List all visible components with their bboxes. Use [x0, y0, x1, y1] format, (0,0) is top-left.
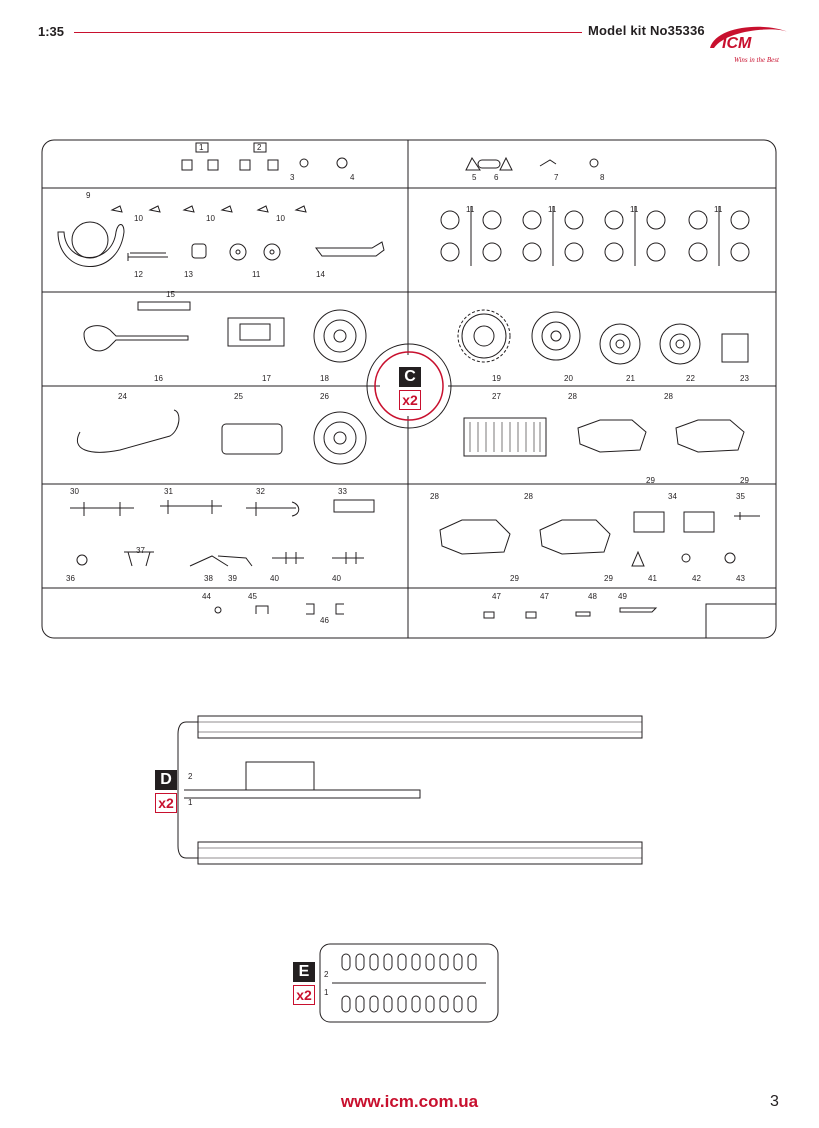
part-number: 29: [604, 574, 613, 583]
part-42: [682, 554, 690, 562]
part-number: 40: [332, 574, 341, 583]
part-number: 32: [256, 487, 265, 496]
part-45: [256, 606, 268, 614]
part-48: [576, 612, 590, 616]
sprue-e-letter: E: [293, 962, 315, 982]
part-number: 28: [568, 392, 577, 401]
part-number: 33: [338, 487, 347, 496]
part-number: 17: [262, 374, 271, 383]
part-number: 27: [492, 392, 501, 401]
logo-brand: ICM: [722, 35, 752, 52]
part-number: 26: [320, 392, 329, 401]
part-40b: [332, 552, 364, 564]
part-number: 14: [316, 270, 325, 279]
part-number: 44: [202, 592, 211, 601]
part-number: 12: [134, 270, 143, 279]
part-35: [734, 512, 760, 520]
part-number: 4: [350, 173, 355, 182]
part-number: 42: [692, 574, 701, 583]
part-number: 13: [184, 270, 193, 279]
part-41: [632, 552, 644, 566]
part-44: [215, 607, 221, 613]
part-40a: [272, 552, 304, 564]
part-19: [458, 310, 510, 362]
part-31: [160, 500, 222, 514]
part-number: 9: [86, 191, 91, 200]
part-number: 15: [166, 290, 175, 299]
sprue-c-multiplier: x2: [399, 390, 421, 410]
part-9: [58, 225, 124, 267]
part-25: [222, 424, 282, 454]
part-number: 5: [472, 173, 477, 182]
sprue-d-letter: D: [155, 770, 177, 790]
sprue-e-gate-2: 2: [324, 970, 329, 979]
track-upper: [198, 716, 642, 738]
website-link[interactable]: www.icm.com.ua: [340, 1092, 479, 1111]
sprue-d-gate-1: 1: [188, 798, 193, 807]
sprue-c-corner-tab: [706, 604, 776, 638]
part-number: 29: [646, 476, 655, 485]
sprue-e-multiplier: x2: [293, 985, 315, 1005]
part-number: 18: [320, 374, 329, 383]
part-number: 43: [736, 574, 745, 583]
part-number: 30: [70, 487, 79, 496]
part-number: 16: [154, 374, 163, 383]
part-22: [660, 324, 700, 364]
part-14: [316, 242, 384, 256]
track-lower: [198, 842, 642, 864]
part-46: [306, 604, 344, 614]
kit-number: Model kit No35336: [588, 23, 705, 38]
part-number: 11: [714, 205, 723, 214]
part-number: 25: [234, 392, 243, 401]
part-30: [70, 502, 134, 516]
sprue-d-gate-2: 2: [188, 772, 193, 781]
part-24: [77, 410, 179, 452]
part-34b: [684, 512, 714, 532]
part-20: [532, 312, 580, 360]
part-number: 19: [492, 374, 501, 383]
part-28c: [440, 520, 510, 554]
part-number: 31: [164, 487, 173, 496]
part-28d: [540, 520, 610, 554]
part-number: 1: [199, 143, 204, 152]
part-47b: [526, 612, 536, 618]
part-number: 7: [554, 173, 559, 182]
part-number: 8: [600, 173, 605, 182]
part-18: [314, 310, 366, 362]
shovel-part: [84, 326, 188, 351]
part-26: [314, 412, 366, 464]
part-number: 34: [668, 492, 677, 501]
part-number: 10: [134, 214, 143, 223]
part-11-wheels: [441, 206, 749, 266]
sprue-d-multiplier: x2: [155, 793, 177, 813]
part-number: 10: [206, 214, 215, 223]
part-47a: [484, 612, 494, 618]
part-number: 20: [564, 374, 573, 383]
part-43: [725, 553, 735, 563]
row1-parts: [182, 143, 598, 170]
part-34a: [634, 512, 664, 532]
part-49: [620, 608, 656, 612]
part-number: 11: [548, 205, 557, 214]
part-number: 38: [204, 574, 213, 583]
part-17: [228, 318, 284, 346]
part-number: 47: [540, 592, 549, 601]
sprue-c-frame: [42, 140, 776, 638]
part-number: 23: [740, 374, 749, 383]
part-number: 11: [630, 205, 639, 214]
part-number: 29: [510, 574, 519, 583]
part-number: 48: [588, 592, 597, 601]
sprue-c-letter: C: [399, 367, 421, 387]
sprue-e-gate-1: 1: [324, 988, 329, 997]
part-number: 6: [494, 173, 499, 182]
part-23: [722, 334, 748, 362]
part-number: 2: [257, 143, 262, 152]
part-33: [334, 500, 374, 512]
part-number: 41: [648, 574, 657, 583]
part-number: 11: [252, 270, 261, 279]
part-number: 28: [430, 492, 439, 501]
part-21: [600, 324, 640, 364]
logo-slogan: Wins in the Best: [734, 56, 779, 64]
sprue-d: [178, 716, 642, 864]
part-10-clips: [112, 206, 306, 212]
part-number: 36: [66, 574, 75, 583]
part-28b: [676, 420, 744, 452]
part-38-39: [190, 556, 252, 566]
part-number: 37: [136, 546, 145, 555]
part-number: 3: [290, 173, 295, 182]
part-number: 35: [736, 492, 745, 501]
scale-label: 1:35: [38, 24, 65, 39]
part-number: 45: [248, 592, 257, 601]
part-number: 46: [320, 616, 329, 625]
part-number: 10: [276, 214, 285, 223]
part-number: 47: [492, 592, 501, 601]
page-number: 3: [770, 1093, 779, 1110]
part-number: 28: [524, 492, 533, 501]
part-number: 49: [618, 592, 627, 601]
part-number: 24: [118, 392, 127, 401]
part-28a: [578, 420, 646, 452]
part-number: 40: [270, 574, 279, 583]
part-32: [246, 502, 299, 516]
part-number: 28: [664, 392, 673, 401]
part-15: [138, 302, 190, 310]
part-number: 21: [626, 374, 635, 383]
part-number: 39: [228, 574, 237, 583]
part-36: [77, 555, 87, 565]
part-number: 11: [466, 205, 475, 214]
part-number: 29: [740, 476, 749, 485]
part-number: 22: [686, 374, 695, 383]
